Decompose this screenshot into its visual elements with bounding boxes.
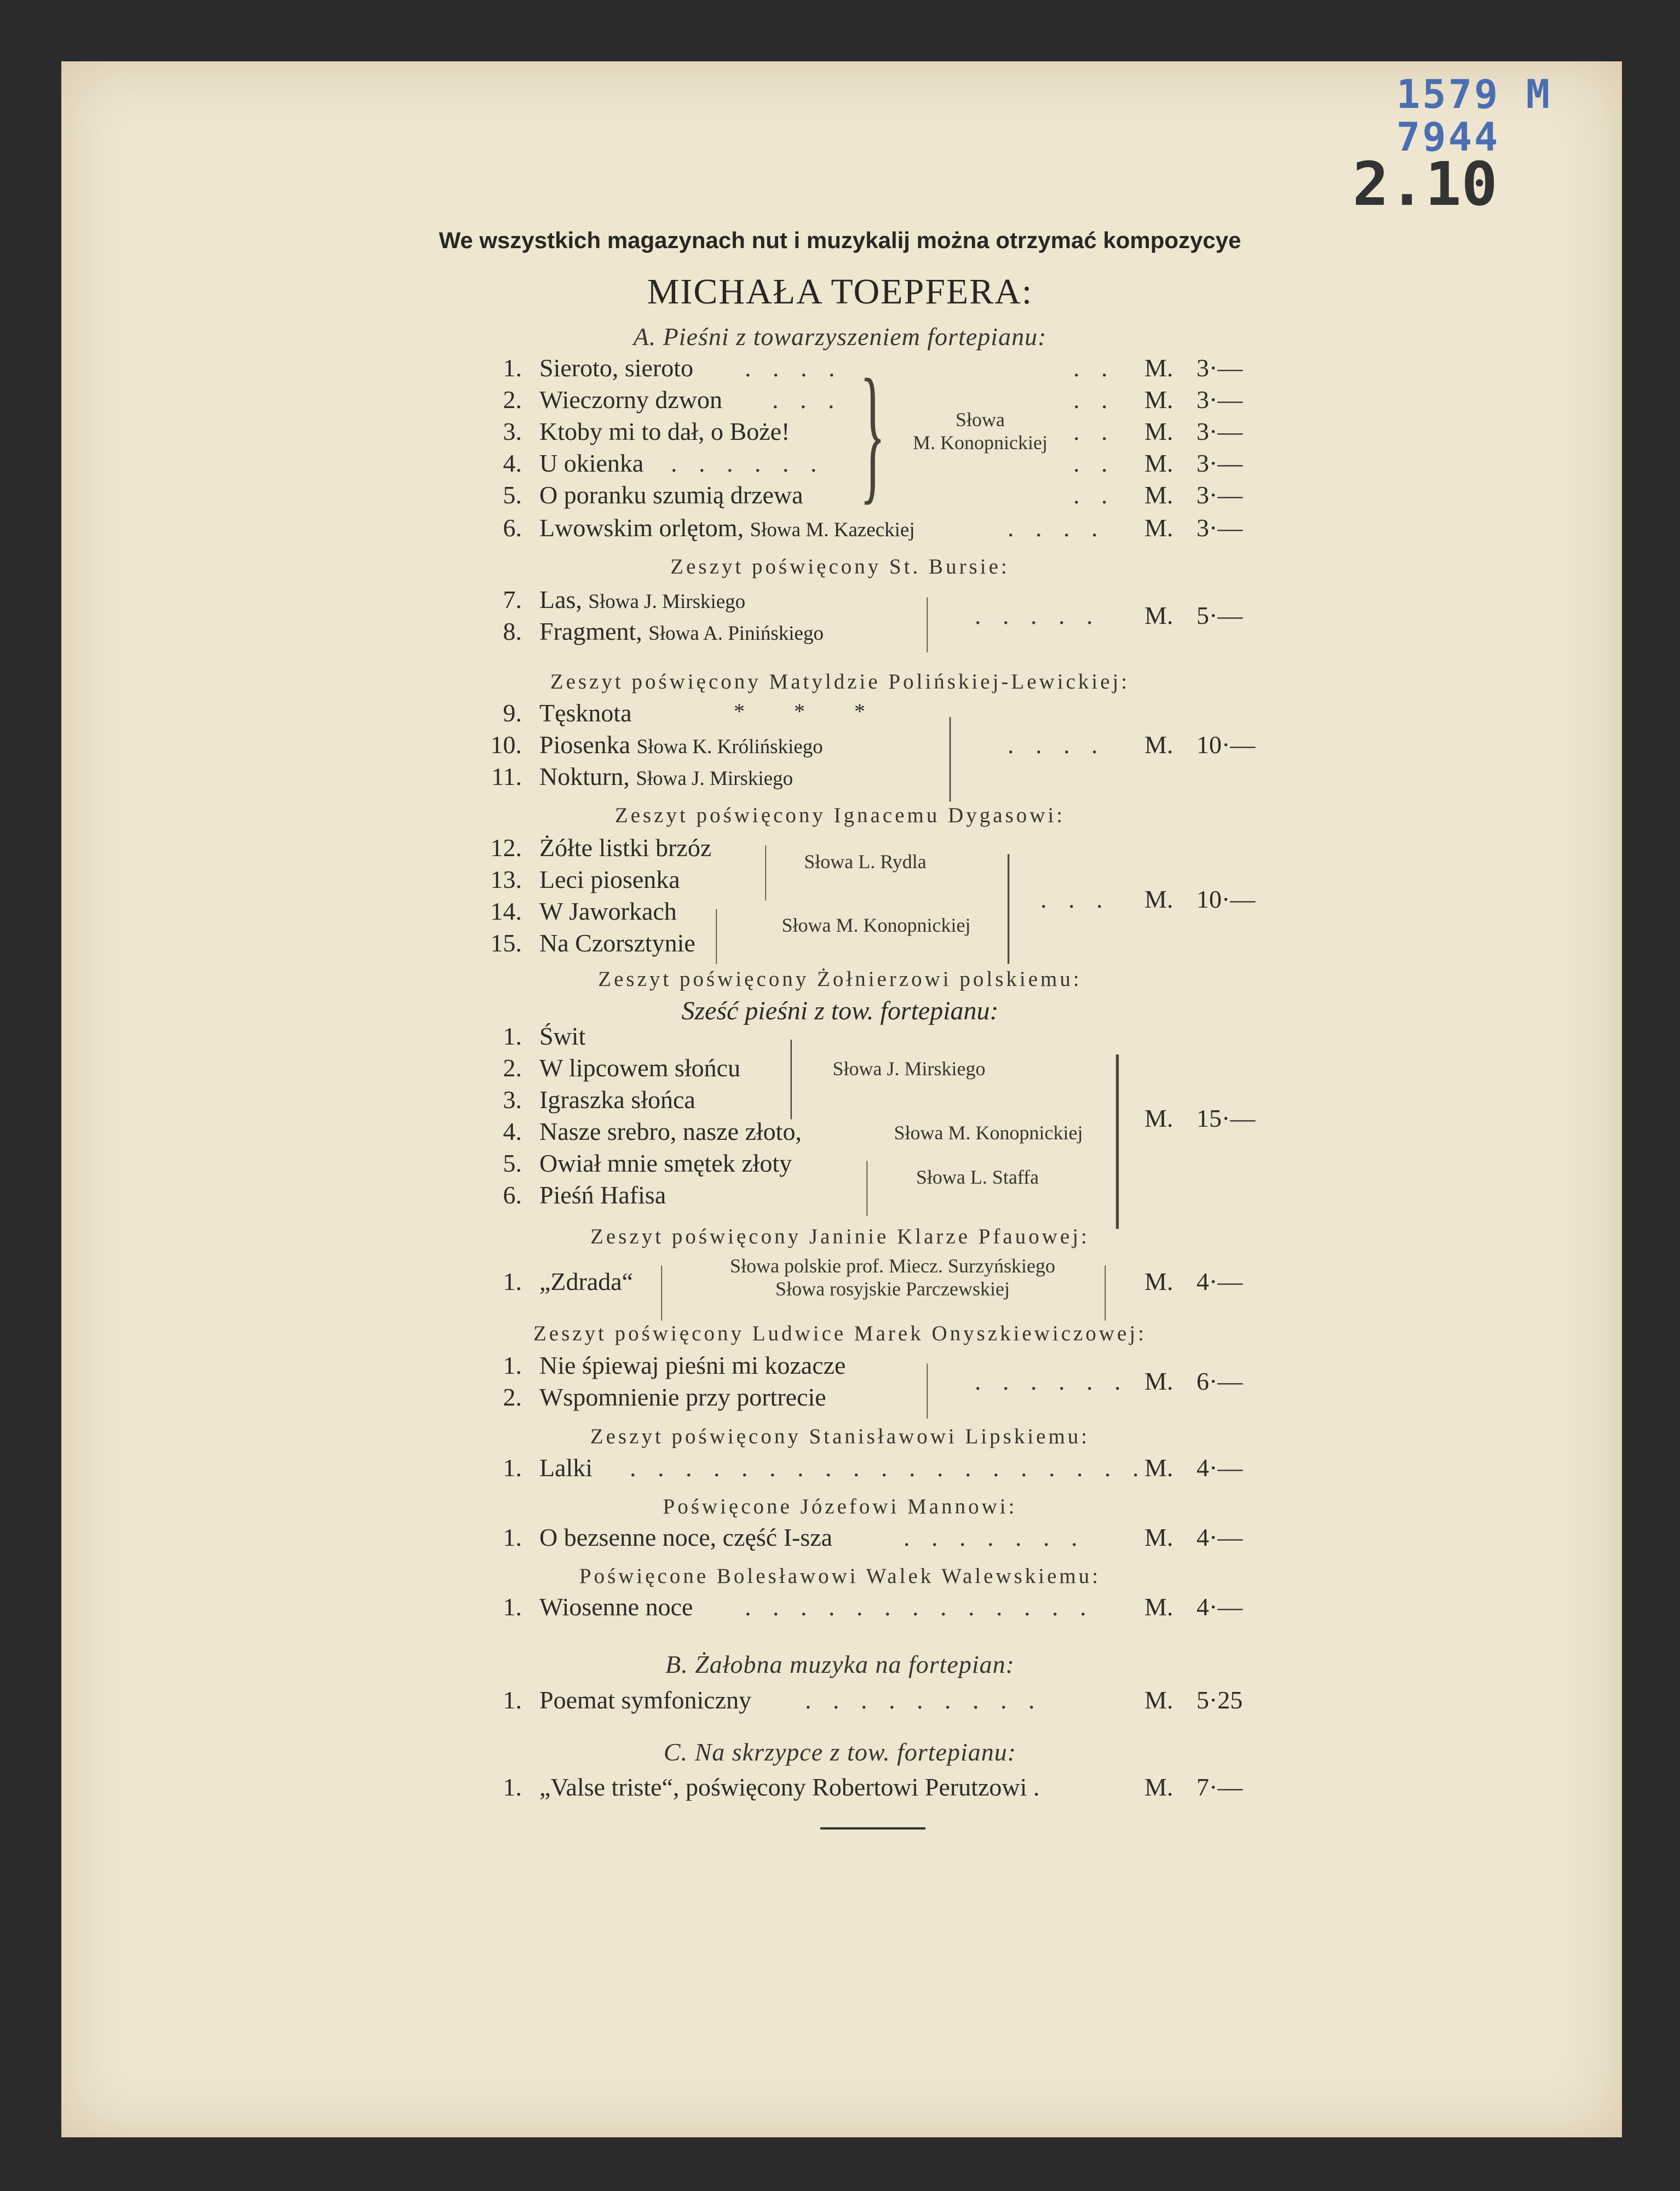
list-item: 10. Piosenka Słowa K. Królińskiego <box>490 731 823 759</box>
words-konopnicka-a: Słowa M. Konopnickiej <box>913 409 1048 454</box>
list-item: 5. Owiał mnie smętek złoty <box>503 1149 792 1177</box>
section-a-heading: A. Pieśni z towarzyszeniem fortepianu: <box>633 323 1047 351</box>
list-item: 12. Żółte listki brzóz <box>490 834 712 862</box>
list-item: 1. Świt <box>503 1022 586 1050</box>
list-item: 5. O poranku szumią drzewa . . M. 3·— <box>503 481 1243 509</box>
list-item: 15. Na Czorsztynie <box>490 929 695 957</box>
list-item: 2. Wieczorny dzwon . . . . . M. 3·— <box>503 386 1243 414</box>
brace-dygas-all: | <box>1005 830 1012 964</box>
brace-dygas-a: | <box>764 834 768 901</box>
list-item: 1. „Zdrada“ M. 4·— <box>503 1267 1243 1295</box>
section-c-heading: C. Na skrzypce z tow. fortepianu: <box>663 1738 1017 1766</box>
heading-onysz: Zeszyt poświęcony Ludwice Marek Onyszkiewiczowej: <box>533 1322 1147 1345</box>
list-item: 8. Fragment, Słowa A. Pinińskiego <box>503 617 824 645</box>
words-mirski-zolnierz: Słowa J. Mirskiego <box>832 1058 986 1080</box>
list-item: 2. Wspomnienie przy portrecie <box>503 1383 826 1411</box>
list-item: 1. O bezsenne noce, część I-sza . . . . . . . M. 4·— <box>503 1523 1243 1551</box>
brace-dygas-b: | <box>715 897 718 964</box>
brace-bursa: | <box>925 586 929 652</box>
list-item: 9. Tęsknota * * * <box>503 699 887 727</box>
price-row-zolnierz: M. 15·— <box>1144 1104 1256 1132</box>
handwritten-catalog-numbers <box>1353 71 1552 219</box>
price-row-bursa: . . . . . M. 5·— <box>975 601 1243 629</box>
heading-pfau: Zeszyt poświęcony Janinie Klarze Pfauowej: <box>590 1225 1090 1248</box>
price-row-dygas: . . . M. 10·— <box>1040 885 1256 913</box>
list-item: 2. W lipcowem słońcu <box>503 1054 741 1082</box>
list-item: 4. U okienka . . . . . . . . M. 3·— <box>503 449 1243 477</box>
list-item: 3. Igraszka słońca <box>503 1086 695 1114</box>
price-row-polinska: . . . . M. 10·— <box>1008 731 1256 759</box>
heading-walewski: Poświęcone Bolesławowi Walek Walewskiemu: <box>579 1564 1101 1588</box>
list-item: 14. W Jaworkach <box>490 897 677 925</box>
heading-polinska: Zeszyt poświęcony Matyldzie Polińskiej-Lewickiej: <box>550 670 1130 693</box>
words-konopnicka-dygas: Słowa M. Konopnickiej <box>781 914 971 936</box>
brace-zolnierz-all: | <box>1112 1017 1124 1229</box>
list-item: 1. „Valse triste“, poświęcony Robertowi Perutzowi . M. 7·— <box>503 1773 1243 1801</box>
subheading-zolnierz: Sześć pieśni z tow. fortepianu: <box>681 996 999 1025</box>
list-item: 6. Pieśń Hafisa <box>503 1181 666 1209</box>
brace-onysz: | <box>925 1352 929 1419</box>
hand-line-2: 7944 <box>1396 114 1500 160</box>
heading-bursa: Zeszyt poświęcony St. Bursie: <box>670 555 1010 578</box>
list-item: 1. Poemat symfoniczny . . . . . . . . . M. 5·25 <box>503 1686 1243 1714</box>
list-item: 3. Ktoby mi to dał, o Boże! . . M. 3·— <box>503 417 1243 445</box>
header-text: We wszystkich magazynach nut i muzykalij można otrzymać kompozycye <box>439 227 1241 253</box>
list-item: 1. Wiosenne noce . . . . . . . . . . . . . M. 4·— <box>503 1593 1243 1621</box>
list-item: 4. Nasze srebro, nasze złoto, <box>503 1117 802 1145</box>
brace-pfau-right: | <box>1103 1254 1107 1321</box>
brace-polinska: | <box>947 699 953 802</box>
list-item: 1. Sieroto, sieroto . . . . . . M. 3·— <box>503 354 1243 382</box>
hand-line-3: 2.10 <box>1353 149 1498 219</box>
words-pfau: Słowa polskie prof. Miecz. Surzyńskiego Słowa rosyjskie Parczewskiej <box>730 1255 1055 1300</box>
composer-name: MICHAŁA TOEPFERA: <box>647 272 1033 312</box>
brace-zolnierz-a: | <box>789 1022 794 1120</box>
heading-dygas: Zeszyt poświęcony Ignacemu Dygasowi: <box>614 804 1066 827</box>
words-konopnicka-zolnierz: Słowa M. Konopnickiej <box>894 1122 1083 1144</box>
heading-lipski: Zeszyt poświęcony Stanisławowi Lipskiemu: <box>590 1425 1090 1448</box>
list-item: 11. Nokturn, Słowa J. Mirskiego <box>491 762 793 790</box>
brace-pfau-left: | <box>660 1254 664 1321</box>
section-b-heading: B. Żałobna muzyka na fortepian: <box>665 1650 1015 1678</box>
price-row-onysz: . . . . . . M. 6·— <box>975 1367 1243 1395</box>
words-rydel: Słowa L. Rydla <box>804 851 927 873</box>
list-item: 13. Leci piosenka <box>490 865 680 893</box>
brace-group-a: } <box>860 347 886 518</box>
hand-line-1: 1579 M <box>1396 71 1552 117</box>
list-item: 1. Nie śpiewaj pieśni mi kozacze <box>503 1351 846 1379</box>
list-item: 7. Las, Słowa J. Mirskiego <box>503 586 746 613</box>
words-staff: Słowa L. Staffa <box>916 1166 1039 1188</box>
heading-zolnierz: Zeszyt poświęcony Żołnierzowi polskiemu: <box>598 967 1082 991</box>
heading-mann: Poświęcone Józefowi Mannowi: <box>663 1495 1017 1518</box>
brace-zolnierz-c: | <box>865 1149 869 1216</box>
closing-rule <box>820 1827 925 1829</box>
list-item: 1. Lalki . . . . . . . . . . . . . . . . . . . M. 4·— <box>503 1454 1243 1482</box>
list-item: 6. Lwowskim orlętom, Słowa M. Kazeckiej . . . . M. 3·— <box>503 514 1243 542</box>
